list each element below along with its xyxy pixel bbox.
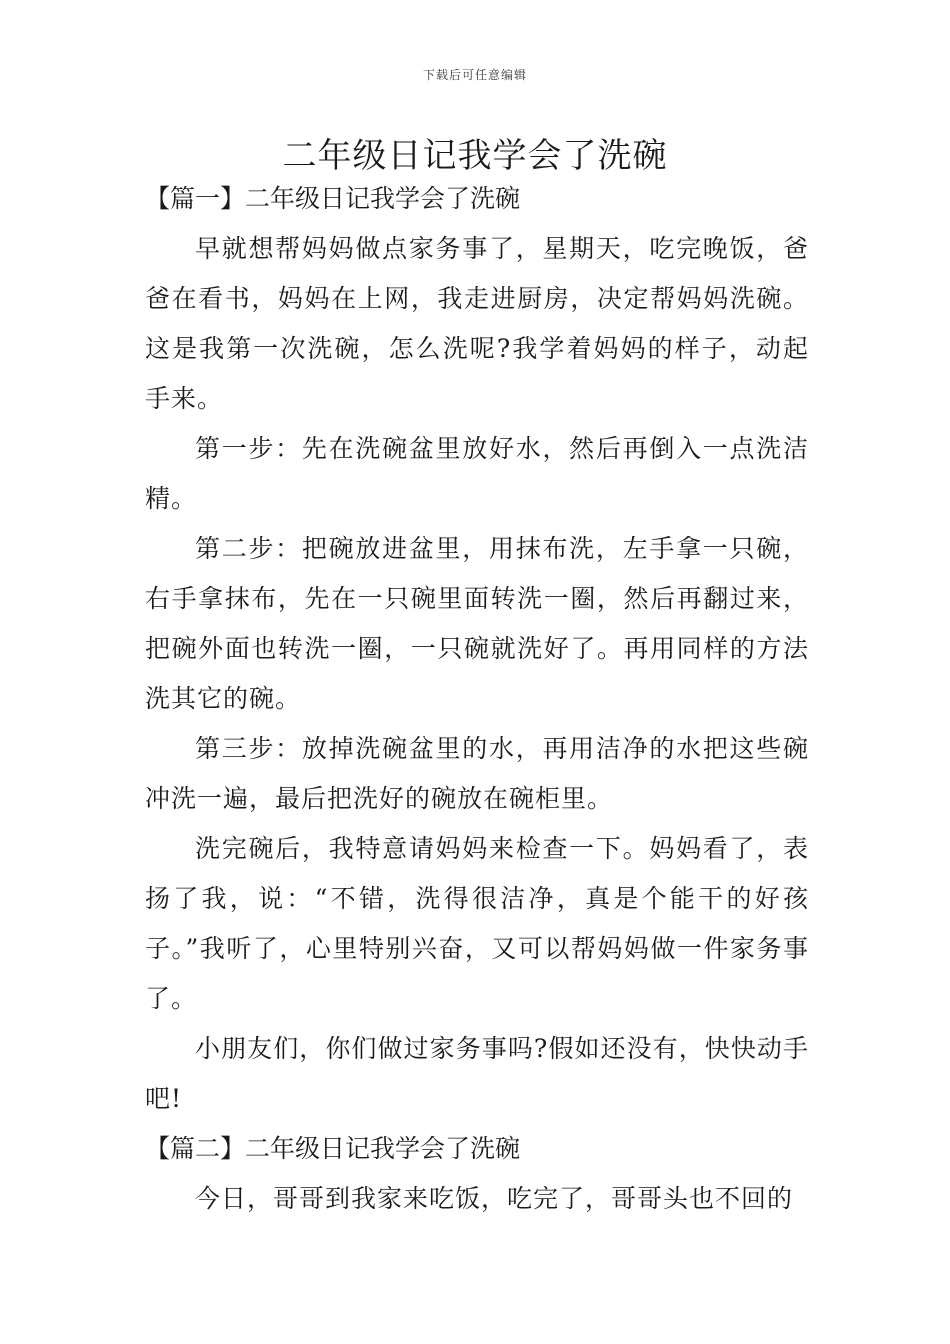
section-1	[145, 174, 809, 1124]
paragraph: 早就想帮妈妈做点家务事了，星期天，吃完晚饭，爸爸在看书，妈妈在上网，我走进厨房，决定帮妈妈洗碗。这是我第一次洗碗，怎么洗呢?我学着妈妈的样子，动起手来。	[145, 234, 809, 413]
paragraph: 今日，哥哥到我家来吃饭，吃完了，哥哥头也不回的	[195, 1184, 794, 1213]
document-body	[145, 174, 809, 1224]
section-2	[145, 1124, 809, 1224]
section-heading: 【篇二】二年级日记我学会了洗碗	[145, 1134, 521, 1163]
paragraph: 洗完碗后，我特意请妈妈来检查一下。妈妈看了，表扬了我，说：“不错，洗得很洁净，真是个能干的好孩子。”我听了，心里特别兴奋，又可以帮妈妈做一件家务事了。	[145, 834, 809, 1013]
paragraph: 第二步：把碗放进盆里，用抹布洗，左手拿一只碗，右手拿抹布，先在一只碗里面转洗一圈，然后再翻过来，把碗外面也转洗一圈，一只碗就洗好了。再用同样的方法洗其它的碗。	[145, 534, 809, 713]
paragraph: 第一步：先在洗碗盆里放好水，然后再倒入一点洗洁精。	[145, 434, 809, 513]
section-heading: 【篇一】二年级日记我学会了洗碗	[145, 184, 521, 213]
header-note: 下载后可任意编辑	[422, 68, 527, 82]
paragraph: 小朋友们，你们做过家务事吗?假如还没有，快快动手吧!	[145, 1034, 809, 1113]
paragraph: 第三步：放掉洗碗盆里的水，再用洁净的水把这些碗冲洗一遍，最后把洗好的碗放在碗柜里。	[145, 734, 809, 813]
page-title: 二年级日记我学会了洗碗	[282, 136, 668, 176]
